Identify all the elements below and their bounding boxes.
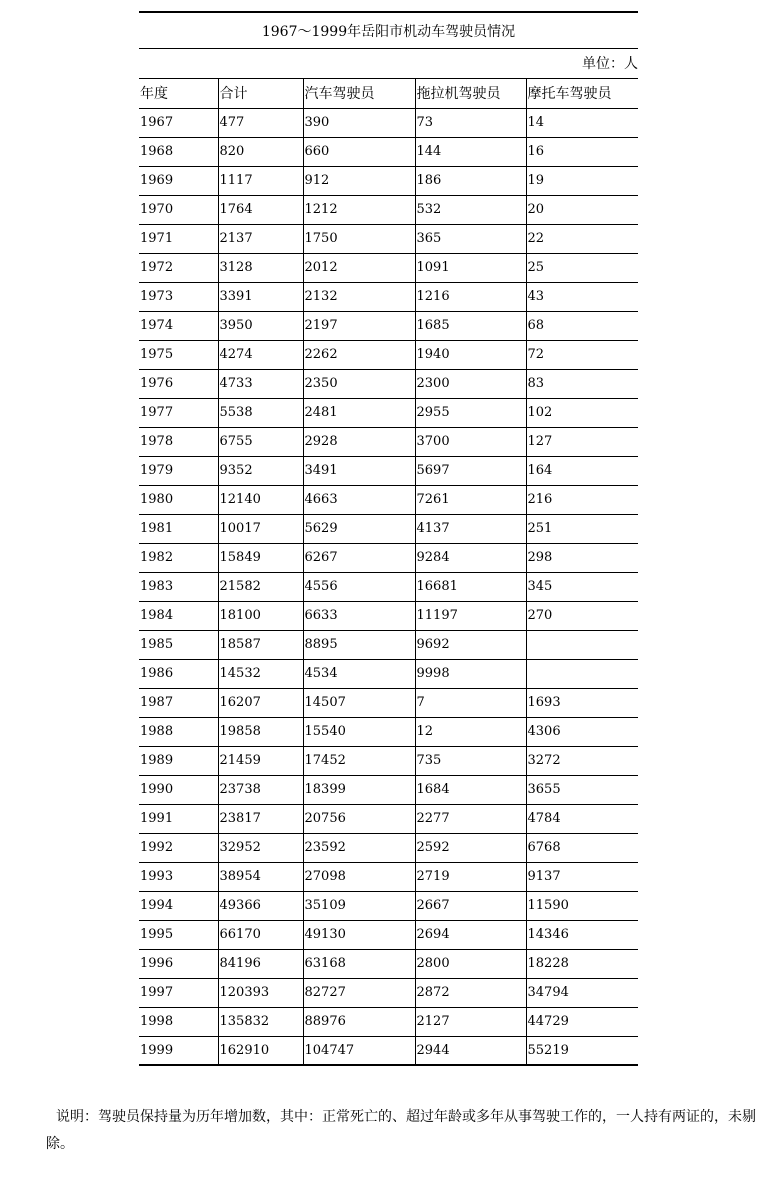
table-row [139, 427, 638, 456]
table-row [139, 949, 638, 978]
cell-total: 1764 [218, 195, 303, 224]
cell-total: 49366 [218, 891, 303, 920]
cell-year: 1985 [139, 630, 218, 659]
cell-year: 1977 [139, 398, 218, 427]
cell-total: 66170 [218, 920, 303, 949]
cell-car-drivers: 390 [303, 108, 415, 137]
cell-motorcycle-drivers: 3272 [526, 746, 638, 775]
cell-car-drivers: 4534 [303, 659, 415, 688]
cell-year: 1968 [139, 137, 218, 166]
cell-year: 1990 [139, 775, 218, 804]
cell-car-drivers: 2132 [303, 282, 415, 311]
cell-tractor-drivers: 2800 [415, 949, 526, 978]
cell-car-drivers: 1212 [303, 195, 415, 224]
cell-total: 135832 [218, 1007, 303, 1036]
cell-tractor-drivers: 2667 [415, 891, 526, 920]
cell-total: 4274 [218, 340, 303, 369]
cell-motorcycle-drivers: 55219 [526, 1036, 638, 1065]
cell-total: 23738 [218, 775, 303, 804]
cell-total: 19858 [218, 717, 303, 746]
cell-year: 1978 [139, 427, 218, 456]
cell-year: 1991 [139, 804, 218, 833]
cell-year: 1997 [139, 978, 218, 1007]
table-row [139, 224, 638, 253]
cell-year: 1994 [139, 891, 218, 920]
cell-motorcycle-drivers: 18228 [526, 949, 638, 978]
cell-car-drivers: 2262 [303, 340, 415, 369]
cell-car-drivers: 8895 [303, 630, 415, 659]
table-row [139, 456, 638, 485]
cell-total: 120393 [218, 978, 303, 1007]
cell-motorcycle-drivers: 4306 [526, 717, 638, 746]
cell-car-drivers: 17452 [303, 746, 415, 775]
cell-tractor-drivers: 7261 [415, 485, 526, 514]
cell-year: 1974 [139, 311, 218, 340]
table-header-row [139, 79, 638, 108]
cell-total: 9352 [218, 456, 303, 485]
cell-tractor-drivers: 1940 [415, 340, 526, 369]
cell-tractor-drivers: 1684 [415, 775, 526, 804]
cell-motorcycle-drivers: 4784 [526, 804, 638, 833]
table-row [139, 137, 638, 166]
cell-motorcycle-drivers: 34794 [526, 978, 638, 1007]
table-row [139, 920, 638, 949]
cell-car-drivers: 104747 [303, 1036, 415, 1065]
table-row [139, 601, 638, 630]
cell-tractor-drivers: 5697 [415, 456, 526, 485]
cell-total: 23817 [218, 804, 303, 833]
cell-tractor-drivers: 532 [415, 195, 526, 224]
cell-tractor-drivers: 9284 [415, 543, 526, 572]
cell-motorcycle-drivers: 102 [526, 398, 638, 427]
table-row [139, 485, 638, 514]
cell-car-drivers: 4556 [303, 572, 415, 601]
cell-motorcycle-drivers: 16 [526, 137, 638, 166]
cell-car-drivers: 5629 [303, 514, 415, 543]
cell-total: 15849 [218, 543, 303, 572]
cell-total: 3128 [218, 253, 303, 282]
cell-total: 3950 [218, 311, 303, 340]
cell-year: 1971 [139, 224, 218, 253]
cell-motorcycle-drivers: 11590 [526, 891, 638, 920]
cell-car-drivers: 63168 [303, 949, 415, 978]
cell-total: 38954 [218, 862, 303, 891]
cell-year: 1982 [139, 543, 218, 572]
cell-car-drivers: 88976 [303, 1007, 415, 1036]
cell-year: 1987 [139, 688, 218, 717]
table-row [139, 717, 638, 746]
cell-year: 1979 [139, 456, 218, 485]
cell-year: 1999 [139, 1036, 218, 1065]
cell-tractor-drivers: 3700 [415, 427, 526, 456]
table-row [139, 659, 638, 688]
cell-motorcycle-drivers: 127 [526, 427, 638, 456]
cell-motorcycle-drivers: 25 [526, 253, 638, 282]
cell-motorcycle-drivers: 22 [526, 224, 638, 253]
cell-car-drivers: 6267 [303, 543, 415, 572]
cell-motorcycle-drivers: 164 [526, 456, 638, 485]
table-row [139, 630, 638, 659]
cell-year: 1967 [139, 108, 218, 137]
cell-tractor-drivers: 2944 [415, 1036, 526, 1065]
unit-label: 单位：人 [139, 49, 638, 79]
cell-car-drivers: 2012 [303, 253, 415, 282]
table-row [139, 862, 638, 891]
cell-car-drivers: 23592 [303, 833, 415, 862]
column-header-car-drivers: 汽车驾驶员 [303, 79, 415, 108]
cell-motorcycle-drivers: 20 [526, 195, 638, 224]
cell-car-drivers: 1750 [303, 224, 415, 253]
table-row [139, 978, 638, 1007]
cell-tractor-drivers: 12 [415, 717, 526, 746]
cell-motorcycle-drivers [526, 659, 638, 688]
cell-car-drivers: 6633 [303, 601, 415, 630]
cell-car-drivers: 14507 [303, 688, 415, 717]
table-row [139, 195, 638, 224]
table-title: 1967～1999年岳阳市机动车驾驶员情况 [139, 11, 638, 49]
cell-year: 1996 [139, 949, 218, 978]
cell-total: 18587 [218, 630, 303, 659]
cell-tractor-drivers: 9998 [415, 659, 526, 688]
table-row [139, 514, 638, 543]
cell-tractor-drivers: 365 [415, 224, 526, 253]
cell-motorcycle-drivers [526, 630, 638, 659]
table-row [139, 1007, 638, 1036]
column-header-tractor-drivers: 拖拉机驾驶员 [415, 79, 526, 108]
cell-year: 1976 [139, 369, 218, 398]
cell-tractor-drivers: 73 [415, 108, 526, 137]
cell-total: 18100 [218, 601, 303, 630]
cell-total: 162910 [218, 1036, 303, 1065]
cell-motorcycle-drivers: 43 [526, 282, 638, 311]
cell-motorcycle-drivers: 216 [526, 485, 638, 514]
table-note: 说明：驾驶员保持量为历年增加数，其中：正常死亡的、超过年龄或多年从事驾驶工作的，一人持有两证的，未剔除。 [46, 1109, 756, 1152]
table-row [139, 398, 638, 427]
cell-year: 1989 [139, 746, 218, 775]
cell-total: 32952 [218, 833, 303, 862]
cell-tractor-drivers: 2872 [415, 978, 526, 1007]
cell-car-drivers: 3491 [303, 456, 415, 485]
cell-year: 1970 [139, 195, 218, 224]
cell-car-drivers: 15540 [303, 717, 415, 746]
table-row [139, 688, 638, 717]
cell-total: 1117 [218, 166, 303, 195]
cell-motorcycle-drivers: 68 [526, 311, 638, 340]
cell-total: 16207 [218, 688, 303, 717]
cell-motorcycle-drivers: 83 [526, 369, 638, 398]
cell-tractor-drivers: 9692 [415, 630, 526, 659]
table-row [139, 108, 638, 137]
cell-motorcycle-drivers: 19 [526, 166, 638, 195]
cell-year: 1969 [139, 166, 218, 195]
cell-motorcycle-drivers: 44729 [526, 1007, 638, 1036]
table-row [139, 253, 638, 282]
table-row [139, 311, 638, 340]
cell-year: 1995 [139, 920, 218, 949]
cell-total: 10017 [218, 514, 303, 543]
cell-car-drivers: 4663 [303, 485, 415, 514]
driver-statistics-table [139, 79, 638, 1066]
cell-year: 1983 [139, 572, 218, 601]
cell-tractor-drivers: 16681 [415, 572, 526, 601]
table-row [139, 746, 638, 775]
cell-total: 2137 [218, 224, 303, 253]
column-header-motorcycle-drivers: 摩托车驾驶员 [526, 79, 638, 108]
cell-car-drivers: 2197 [303, 311, 415, 340]
cell-total: 12140 [218, 485, 303, 514]
table-row [139, 775, 638, 804]
cell-car-drivers: 2350 [303, 369, 415, 398]
table-row [139, 804, 638, 833]
cell-motorcycle-drivers: 270 [526, 601, 638, 630]
cell-year: 1973 [139, 282, 218, 311]
column-header-year: 年度 [139, 79, 218, 108]
table-row [139, 282, 638, 311]
cell-motorcycle-drivers: 14 [526, 108, 638, 137]
table-row [139, 833, 638, 862]
cell-car-drivers: 660 [303, 137, 415, 166]
cell-total: 4733 [218, 369, 303, 398]
cell-tractor-drivers: 1091 [415, 253, 526, 282]
cell-car-drivers: 2481 [303, 398, 415, 427]
cell-car-drivers: 27098 [303, 862, 415, 891]
cell-motorcycle-drivers: 298 [526, 543, 638, 572]
table-body [139, 108, 638, 1065]
cell-motorcycle-drivers: 1693 [526, 688, 638, 717]
table-row [139, 340, 638, 369]
cell-tractor-drivers: 7 [415, 688, 526, 717]
cell-car-drivers: 912 [303, 166, 415, 195]
cell-total: 5538 [218, 398, 303, 427]
cell-year: 1993 [139, 862, 218, 891]
cell-year: 1998 [139, 1007, 218, 1036]
cell-year: 1988 [139, 717, 218, 746]
table-row [139, 166, 638, 195]
cell-motorcycle-drivers: 72 [526, 340, 638, 369]
cell-year: 1981 [139, 514, 218, 543]
cell-motorcycle-drivers: 14346 [526, 920, 638, 949]
cell-year: 1972 [139, 253, 218, 282]
cell-year: 1986 [139, 659, 218, 688]
cell-tractor-drivers: 1685 [415, 311, 526, 340]
cell-tractor-drivers: 144 [415, 137, 526, 166]
cell-year: 1975 [139, 340, 218, 369]
cell-car-drivers: 20756 [303, 804, 415, 833]
table-row [139, 369, 638, 398]
cell-motorcycle-drivers: 251 [526, 514, 638, 543]
cell-car-drivers: 49130 [303, 920, 415, 949]
table-row [139, 1036, 638, 1065]
cell-tractor-drivers: 2719 [415, 862, 526, 891]
cell-total: 6755 [218, 427, 303, 456]
table-row [139, 891, 638, 920]
cell-car-drivers: 2928 [303, 427, 415, 456]
cell-total: 21582 [218, 572, 303, 601]
cell-total: 3391 [218, 282, 303, 311]
table-row [139, 572, 638, 601]
cell-car-drivers: 82727 [303, 978, 415, 1007]
cell-tractor-drivers: 735 [415, 746, 526, 775]
cell-tractor-drivers: 2300 [415, 369, 526, 398]
table-row [139, 543, 638, 572]
cell-year: 1980 [139, 485, 218, 514]
cell-year: 1992 [139, 833, 218, 862]
cell-tractor-drivers: 1216 [415, 282, 526, 311]
cell-motorcycle-drivers: 6768 [526, 833, 638, 862]
cell-tractor-drivers: 2277 [415, 804, 526, 833]
statistics-table-block [139, 11, 638, 1066]
cell-total: 21459 [218, 746, 303, 775]
cell-motorcycle-drivers: 3655 [526, 775, 638, 804]
cell-tractor-drivers: 11197 [415, 601, 526, 630]
column-header-total: 合计 [218, 79, 303, 108]
cell-total: 84196 [218, 949, 303, 978]
cell-car-drivers: 35109 [303, 891, 415, 920]
cell-tractor-drivers: 2127 [415, 1007, 526, 1036]
cell-tractor-drivers: 2592 [415, 833, 526, 862]
cell-tractor-drivers: 2955 [415, 398, 526, 427]
cell-tractor-drivers: 186 [415, 166, 526, 195]
cell-motorcycle-drivers: 345 [526, 572, 638, 601]
cell-tractor-drivers: 4137 [415, 514, 526, 543]
cell-car-drivers: 18399 [303, 775, 415, 804]
cell-tractor-drivers: 2694 [415, 920, 526, 949]
cell-total: 14532 [218, 659, 303, 688]
cell-year: 1984 [139, 601, 218, 630]
cell-total: 820 [218, 137, 303, 166]
cell-motorcycle-drivers: 9137 [526, 862, 638, 891]
cell-total: 477 [218, 108, 303, 137]
